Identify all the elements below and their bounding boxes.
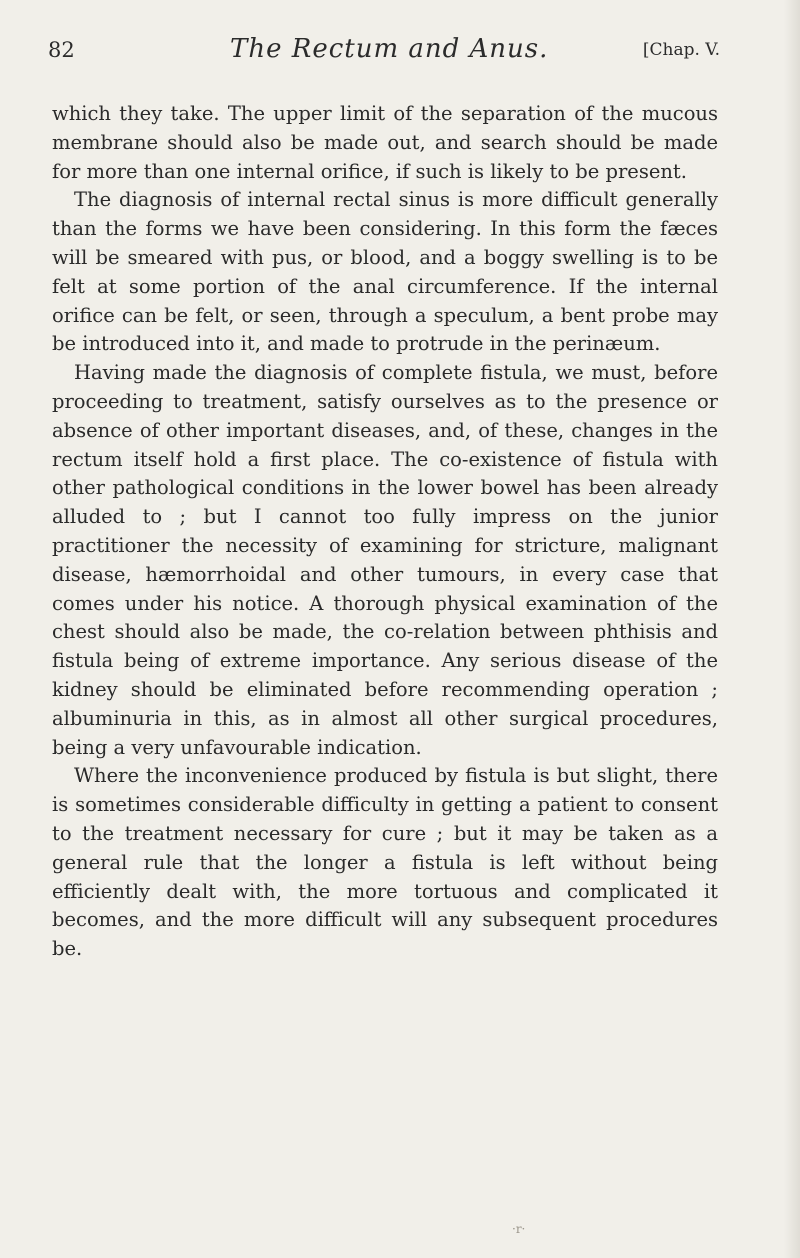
chapter-mark: [Chap. V. (642, 40, 720, 60)
page-edge-shadow (784, 0, 800, 1258)
body-text (52, 100, 718, 964)
footer-mark: ·r· (512, 1222, 526, 1236)
paragraph-2: The diagnosis of internal rectal sinus is more difficult generally than the forms we have been considering. In this form the fæces will be smeared with pus, or blood, and a boggy swelling is to be felt at some portion of the anal circumference. If the internal orifice can be felt, or seen, through a speculum, a bent probe may be introduced into it, and made to protrude in the perinæum. (52, 188, 718, 356)
running-title: The Rectum and Anus. (230, 34, 549, 64)
paragraph-4: Where the inconvenience produced by fistula is but slight, there is sometimes considerable difficulty in getting a patient to consent to the treatment necessary for cure ; but it may be taken as a general rule that the longer a fistula is left without being efficiently dealt with, the more tortuous and complicated it becomes, and the more difficult will any subsequent procedures be. (52, 764, 718, 961)
paragraph-1: which they take. The upper limit of the separation of the mucous membrane should also be made out, and search should be made for more than one internal orifice, if such is likely to be present. (52, 102, 718, 183)
paragraph-3: Having made the diagnosis of complete fistula, we must, before proceeding to treatment, satisfy ourselves as to the presence or absence of other important diseases, and, of these, changes in the rectum itself hold a first place. The co-existence of fistula with other pathological conditions in the lower bowel has been already alluded to ; but I cannot too fully impress on the junior practitioner the necessity of examining for stricture, malignant disease, hæmorrhoidal and other tumours, in every case that comes under his notice. A thorough physical examination of the chest should also be made, the co-relation between phthisis and fistula being of extreme importance. Any serious disease of the kidney should be eliminated before recommending operation ; albuminuria in this, as in almost all other surgical procedures, being a very unfavourable indication. (52, 361, 718, 759)
page-header (48, 34, 720, 74)
page-number: 82 (48, 38, 75, 62)
